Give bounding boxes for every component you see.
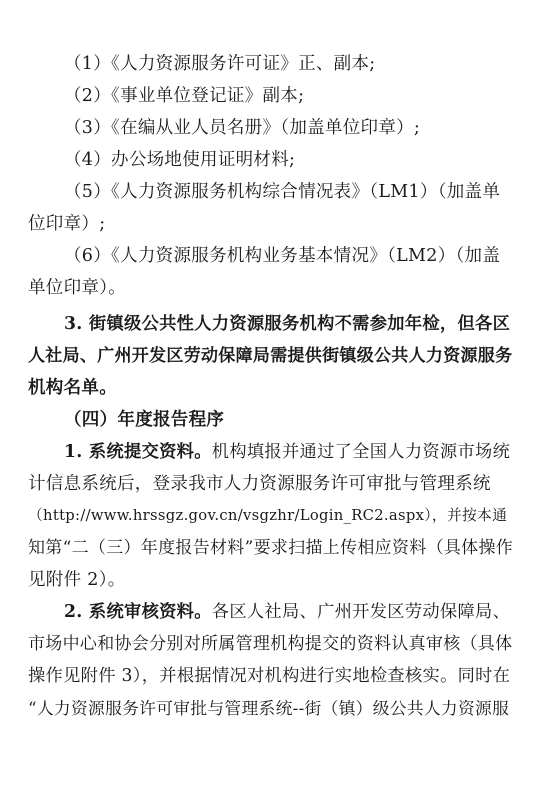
step-1-line-2: 计信息系统后，登录我市人力资源服务许可审批与管理系统 (28, 474, 491, 494)
step-2-title: 2. 系统审核资料。 (64, 602, 212, 622)
step-1-title: 1. 系统提交资料。 (64, 442, 212, 462)
step-1-text: 机构填报并通过了全国人力资源市场统 (211, 442, 511, 462)
paragraph-3-line-3: 机构名单。 (28, 378, 117, 398)
step-1-line-4: 知第“二（三）年度报告材料”要求扫描上传相应资料（具体操作 (28, 538, 513, 558)
step-1-line-1 (64, 441, 513, 463)
list-item-3: （3）《在编从业人员名册》（加盖单位印章）; (64, 118, 421, 138)
step-2-line-2: 市场中心和协会分别对所属管理机构提交的资料认真审核（具体 (28, 634, 513, 654)
step-2-text: 各区人社局、广州开发区劳动保障局、 (211, 602, 511, 622)
paragraph-3-line-1: 3. 街镇级公共性人力资源服务机构不需参加年检，但各区 (64, 314, 511, 334)
list-item-5: （5）《人力资源服务机构综合情况表》（LM1）（加盖单 (64, 182, 501, 202)
step-2-line-1 (64, 601, 513, 623)
paragraph-3-line-2: 人社局、广州开发区劳动保障局需提供街镇级公共人力资源服务 (28, 346, 513, 366)
list-item-1: （1）《人力资源服务许可证》正、副本; (64, 54, 376, 74)
list-item-4: （4）办公场地使用证明材料; (64, 150, 296, 170)
list-item-6: （6）《人力资源服务机构业务基本情况》（LM2）（加盖 (64, 246, 501, 266)
list-item-2: （2）《事业单位登记证》副本; (64, 86, 305, 106)
step-2-line-3: 操作见附件 3），并根据情况对机构进行实地检查核实。同时在 (28, 666, 511, 686)
step-2-line-4: “人力资源服务许可审批与管理系统--街（镇）级公共人力资源服 (28, 698, 510, 718)
list-item-6-continued: 单位印章）。 (28, 278, 127, 298)
step-1-line-5: 见附件 2）。 (28, 570, 126, 590)
section-heading: （四）年度报告程序 (64, 410, 225, 430)
step-1-line-3: （http://www.hrssgz.gov.cn/vsgzhr/Login_RC2.aspx），并按本通 (28, 507, 508, 524)
list-item-5-continued: 位印章）; (28, 214, 106, 234)
